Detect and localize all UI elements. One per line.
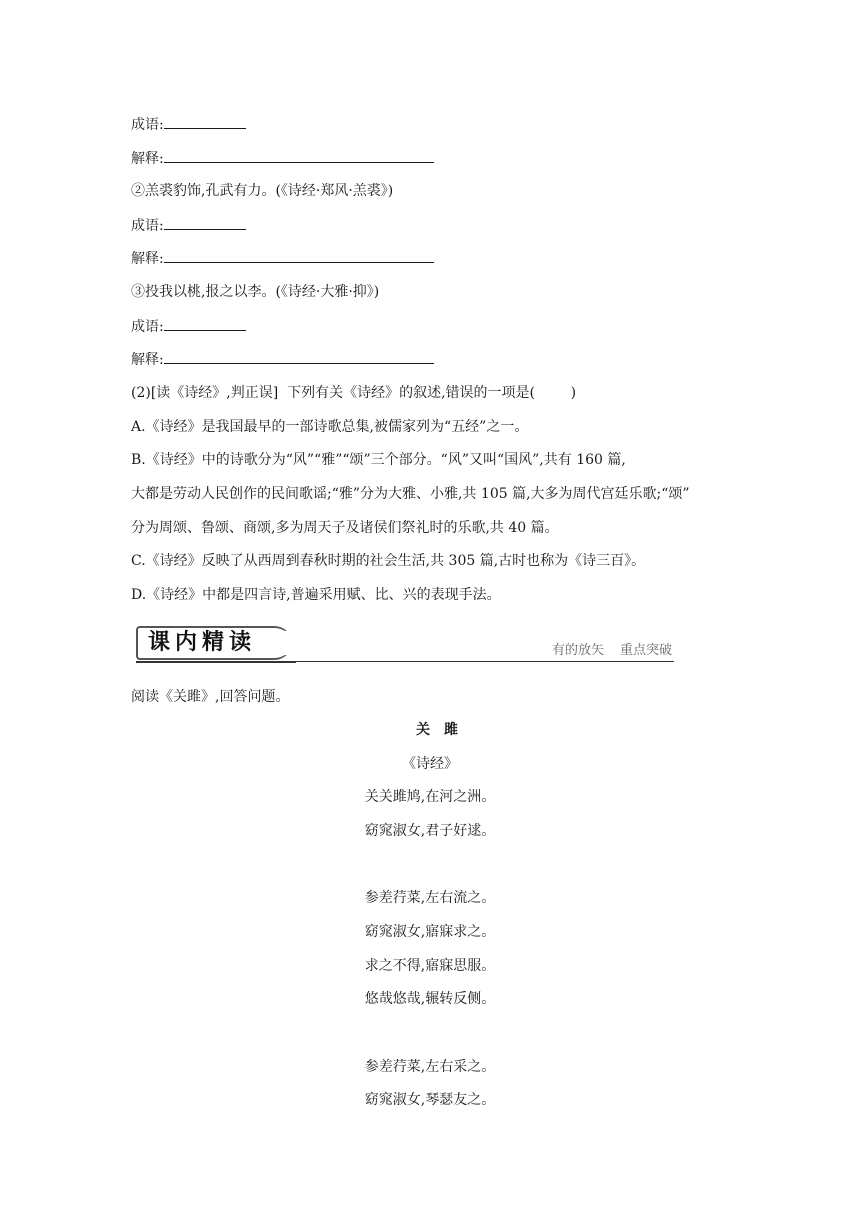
option-b-line-1: B.《诗经》中的诗歌分为“风”“雅”“颂”三个部分。“风”又叫“国风”,共有 160 篇, — [131, 452, 626, 468]
poem-line: 窈窕淑女,琴瑟友之。 — [364, 1092, 496, 1108]
section-title: 课内精读 — [142, 631, 292, 655]
option-a: A.《诗经》是我国最早的一部诗歌总集,被儒家列为“五经”之一。 — [131, 419, 529, 435]
idiom-blank[interactable] — [164, 316, 246, 331]
poem-line: 窈窕淑女,寤寐求之。 — [364, 924, 496, 940]
q3-sentence: ③投我以桃,报之以李。(《诗经·大雅·抑》) — [131, 284, 380, 300]
explanation-blank[interactable] — [164, 148, 434, 163]
poem-title: 关雎 — [416, 722, 472, 738]
idiom-label: 成语: — [131, 319, 164, 335]
option-b-line-2: 大都是劳动人民创作的民间歌谣;“雅”分为大雅、小雅,共 105 篇,大多为周代宫廷乐歌;“颂” — [131, 486, 690, 502]
poem-line: 关关雎鸠,在河之洲。 — [364, 789, 496, 805]
explanation-label: 解释: — [131, 251, 164, 267]
part2-question-stem: (2)[读《诗经》,判正误] 下列有关《诗经》的叙述,错误的一项是( ) — [131, 385, 577, 401]
poem-line: 参差荇菜,左右采之。 — [364, 1059, 496, 1075]
poem-source: 《诗经》 — [402, 756, 458, 772]
banner-rule — [286, 661, 674, 662]
explanation-blank[interactable] — [164, 248, 434, 263]
banner-tags — [552, 639, 672, 658]
poem-line: 悠哉悠哉,辗转反侧。 — [364, 991, 496, 1007]
idiom-label: 成语: — [131, 117, 164, 133]
option-b-line-3: 分为周颂、鲁颂、商颂,多为周天子及诸侯们祭礼时的乐歌,共 40 篇。 — [131, 520, 559, 536]
q1-explanation-row — [131, 148, 434, 169]
banner-tag: 有的放矢 — [551, 643, 604, 658]
q3-explanation-row — [131, 349, 434, 370]
poem-line: 窈窕淑女,君子好逑。 — [364, 823, 496, 839]
poem-line: 求之不得,寤寐思服。 — [364, 958, 496, 974]
poem-line: 参差荇菜,左右流之。 — [364, 890, 496, 906]
option-c: C.《诗经》反映了从西周到春秋时期的社会生活,共 305 篇,古时也称为《诗三百》。 — [131, 553, 646, 569]
idiom-blank[interactable] — [164, 114, 246, 129]
banner-underline — [136, 661, 296, 663]
q2-idiom-row — [131, 215, 246, 236]
explanation-blank[interactable] — [164, 349, 434, 364]
reading-instruction: 阅读《关雎》,回答问题。 — [131, 689, 290, 705]
q1-idiom-row — [131, 114, 246, 135]
q3-idiom-row — [131, 316, 246, 337]
banner-tag: 重点突破 — [619, 643, 672, 658]
explanation-label: 解释: — [131, 352, 164, 368]
section-banner — [136, 626, 674, 664]
q2-explanation-row — [131, 248, 434, 269]
q2-sentence: ②羔裘豹饰,孔武有力。(《诗经·郑风·羔裘》) — [131, 183, 394, 199]
idiom-blank[interactable] — [164, 215, 246, 230]
idiom-label: 成语: — [131, 218, 164, 234]
explanation-label: 解释: — [131, 151, 164, 167]
section-tab — [136, 626, 292, 660]
option-d: D.《诗经》中都是四言诗,普遍采用赋、比、兴的表现手法。 — [131, 587, 501, 603]
